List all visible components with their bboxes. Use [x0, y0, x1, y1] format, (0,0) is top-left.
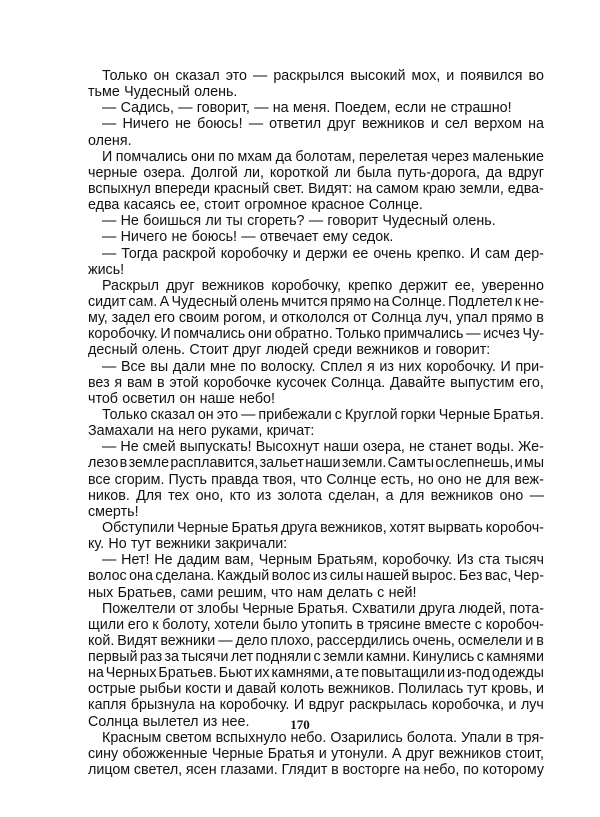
text-line: волос она сделана. Каждый волос из силы нашей вырос. Без вас, Чер-	[88, 568, 544, 585]
text-line: вез я вам в этой коробочке кусочек Солнца. Давайте выпустим его,	[88, 374, 544, 391]
text-line: оленя.	[88, 132, 132, 149]
text-line: смерть!	[88, 503, 139, 520]
text-line: жись!	[88, 261, 125, 278]
text-line: Только он сказал это — раскрылся высокий мох, и появился во	[102, 68, 544, 84]
text-line: лезо в земле расплавится, зальет наши земли. Сам ты ослепнешь, и мы	[88, 455, 544, 472]
text-line: десный олень. Стоит друг людей среди вежников и говорит:	[88, 342, 491, 359]
text-line: тьме Чудесный олень.	[88, 84, 238, 101]
text-line: капля брызнула на коробочку. И вдруг раскрылась коробочка, и луч	[88, 697, 544, 714]
body-text	[88, 68, 544, 778]
text-line: — Не смей выпускать! Высохнут наши озера, не станет воды. Же-	[102, 439, 544, 456]
text-line: — Тогда раскрой коробочку и держи ее очень крепко. И сам дер-	[102, 245, 544, 262]
text-line: — Не боишься ли ты сгореть? — говорит Чудесный олень.	[102, 213, 496, 230]
text-line: чтоб осветил он наше небо!	[88, 390, 275, 407]
text-line: Солнца вылетел из нее.	[88, 713, 250, 730]
text-line: острые рыбьи кости и давай колоть вежников. Полилась тут кровь, и	[88, 681, 544, 698]
text-line: — Ничего не боюсь! — ответил друг вежников и сел верхом на	[102, 116, 544, 133]
text-line: первый раз за тысячи лет подняли с земли камни. Кинулись с камнями	[88, 649, 544, 666]
text-line: му, задел его своим рогом, и откололся от Солнца луч, упал прямо в	[88, 310, 544, 327]
text-line: Красным светом вспыхнуло небо. Озарились болота. Упали в тря-	[102, 729, 544, 746]
text-line: ку. Но тут вежники закричали:	[88, 536, 288, 553]
text-line: Пожелтели от злобы Черные Братья. Схватили друга людей, пота-	[102, 600, 544, 617]
text-line: едва касаясь ее, стоит огромное красное Солнце.	[88, 197, 423, 214]
text-line: — Ничего не боюсь! — отвечает ему седок.	[102, 229, 394, 246]
text-line: сидит сам. А Чудесный олень мчится прямо на Солнце. Подлетел к не-	[88, 293, 544, 310]
text-line: Замахали на него руками, кричат:	[88, 423, 315, 440]
text-line: — Нет! Не дадим вам, Черным Братьям, коробочку. Из ста тысяч	[102, 552, 544, 569]
page-number: 170	[290, 717, 310, 732]
text-line: ников. Для тех оно, кто из золота сделан, а для вежников оно —	[88, 487, 544, 504]
text-line: все сгорим. Пусть правда твоя, что Солнце есть, но оно не для веж-	[88, 471, 544, 488]
text-line: сину обожженные Черные Братья и утонули. А друг вежников стоит,	[88, 745, 544, 762]
text-line: кой. Видят вежники — дело плохо, рассердились очень, осмелели и в	[88, 632, 544, 649]
text-line: вспыхнул впереди красный свет. Видят: на самом краю земли, едва-	[88, 180, 544, 197]
text-line: на Черных Братьев. Бьют их камнями, а те повытащили из-под одежды	[88, 665, 544, 682]
text-line: черные озера. Долгой ли, короткой ли была путь-дорога, да вдруг	[88, 164, 544, 181]
text-line: щили его к болоту, хотели было утопить в трясине вместе с коробоч-	[88, 616, 544, 633]
text-line: Только сказал он это — прибежали с Круглой горки Черные Братья.	[102, 406, 544, 423]
text-line: лицом светел, ясен глазами. Глядит в восторге на небо, по которому	[88, 762, 544, 779]
text-line: ных Братьев, сами решим, что нам делать с ней!	[88, 584, 417, 601]
text-line: Обступили Черные Братья друга вежников, хотят вырвать коробоч-	[102, 519, 544, 536]
text-line: коробочку. И помчались они обратно. Только примчались — исчез Чу-	[88, 326, 544, 343]
text-line: Раскрыл друг вежников коробочку, крепко держит ее, уверенно	[102, 277, 544, 294]
text-line: И помчались они по мхам да болотам, перелетая через маленькие	[102, 148, 544, 165]
text-line: — Садись, — говорит, — на меня. Поедем, если не страшно!	[102, 100, 512, 117]
text-line: — Все вы дали мне по волоску. Сплел я из них коробочку. И при-	[102, 358, 544, 375]
